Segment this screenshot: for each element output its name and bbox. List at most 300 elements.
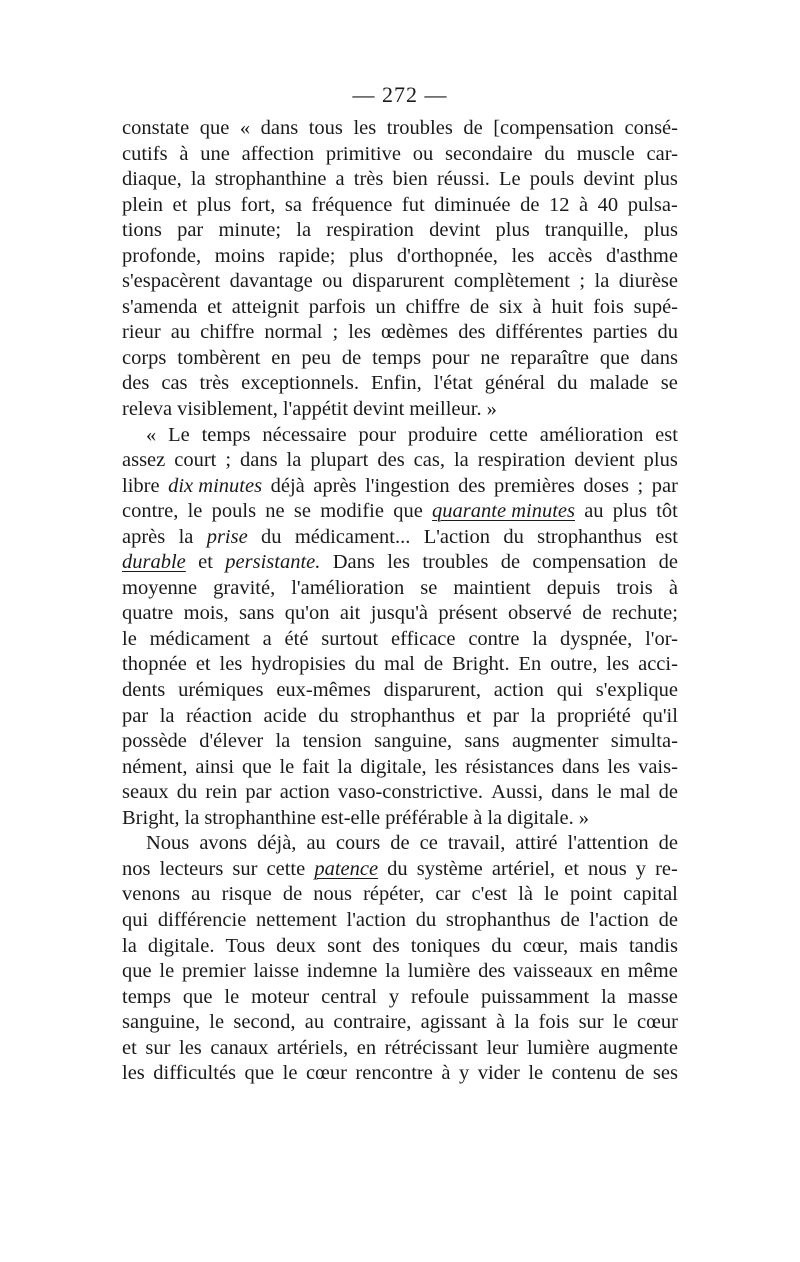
word: corps xyxy=(122,346,167,369)
word: disparurent xyxy=(352,270,445,293)
text-line xyxy=(122,627,678,653)
word: des xyxy=(372,934,400,957)
word: pour xyxy=(431,346,470,369)
word: 12 xyxy=(548,193,570,216)
text-line xyxy=(122,704,678,730)
word: s'espacèrent xyxy=(122,270,221,293)
word: à xyxy=(579,193,589,216)
word: lumière xyxy=(407,960,471,983)
word: du xyxy=(261,525,282,548)
word: contenu xyxy=(551,1062,617,1085)
word: trois xyxy=(616,576,653,599)
word: ; xyxy=(332,321,339,344)
word: respiration xyxy=(477,449,566,472)
text-line xyxy=(122,295,678,321)
word: tions xyxy=(122,219,162,242)
word: accès xyxy=(547,244,593,267)
word: strophanthus xyxy=(350,704,456,727)
word: après xyxy=(313,474,357,497)
word: du xyxy=(176,781,198,804)
word: que xyxy=(241,755,272,778)
word: des xyxy=(122,372,150,395)
word: supé- xyxy=(633,295,678,318)
word: cœur xyxy=(305,1062,347,1085)
word: fut xyxy=(401,193,425,216)
word: strophanthine xyxy=(204,806,316,829)
word: muscle xyxy=(576,142,635,165)
word: nos xyxy=(122,857,151,880)
word: outre, xyxy=(550,653,598,676)
word: ses xyxy=(652,1062,678,1085)
word: Dans xyxy=(332,551,375,574)
text-line xyxy=(122,142,678,168)
word: que xyxy=(244,1062,275,1085)
word: rapide; xyxy=(278,244,336,267)
word: fréquence xyxy=(311,193,393,216)
word: patence xyxy=(314,857,379,880)
word: ; xyxy=(637,474,644,497)
text-line xyxy=(122,193,678,219)
word: mais xyxy=(579,934,618,957)
word: que xyxy=(199,117,230,139)
word: la xyxy=(296,219,312,242)
word: troubles xyxy=(386,117,453,139)
word: d'orthopnée, xyxy=(396,244,498,267)
word: système xyxy=(416,857,483,880)
word: et xyxy=(466,704,482,727)
word: la xyxy=(286,449,302,472)
text-line xyxy=(122,218,678,244)
word: les xyxy=(606,653,630,676)
word: acci- xyxy=(638,653,678,676)
word: le xyxy=(279,755,295,778)
word: Enfin, xyxy=(371,372,422,395)
word: digitale. xyxy=(147,934,215,957)
word: central xyxy=(321,985,377,1008)
word: général xyxy=(484,372,546,395)
word: jusqu'à xyxy=(370,602,428,625)
word: diminuée xyxy=(434,193,511,216)
word: amélioration xyxy=(539,423,644,446)
word: fois xyxy=(593,295,624,318)
word: action xyxy=(493,679,544,702)
word: de xyxy=(560,908,580,931)
word: nous xyxy=(587,857,627,880)
word: chiffre xyxy=(405,295,460,318)
word: augmenter xyxy=(511,730,599,753)
word: ainsi xyxy=(195,755,235,778)
word: profonde, xyxy=(122,244,202,267)
word: la xyxy=(530,704,546,727)
word: efficace xyxy=(391,627,456,650)
word: par xyxy=(492,704,520,727)
word: Le xyxy=(499,168,521,191)
word: et xyxy=(207,295,222,318)
word: propriété xyxy=(556,704,631,727)
word: à xyxy=(532,295,542,318)
word: rein xyxy=(205,781,238,804)
word: le xyxy=(544,883,559,906)
word: l'état xyxy=(433,372,473,395)
word: s'explique xyxy=(595,679,678,702)
word: cas xyxy=(161,372,188,395)
word: le xyxy=(282,1062,298,1085)
text-line xyxy=(122,652,678,678)
word: parfois xyxy=(308,295,366,318)
word: refoule xyxy=(411,985,470,1008)
word: différencie xyxy=(157,908,247,931)
word: chiffre xyxy=(200,321,255,344)
word: des xyxy=(478,960,506,983)
word: plupart xyxy=(310,449,369,472)
word: qui xyxy=(556,679,583,702)
word: moyenne xyxy=(122,576,198,599)
word: tôt xyxy=(656,500,678,523)
text-line xyxy=(122,831,678,857)
word: à xyxy=(668,576,678,599)
word: moins xyxy=(214,244,265,267)
word: et xyxy=(198,551,213,574)
word: quarante minutes xyxy=(432,500,575,523)
word: la xyxy=(385,960,400,983)
word: dents xyxy=(122,679,166,702)
word: devint xyxy=(429,219,481,242)
word: consé- xyxy=(624,117,678,139)
word: plus xyxy=(495,219,530,242)
text-line xyxy=(122,448,678,474)
text-line xyxy=(122,729,678,755)
word: strophanthus xyxy=(537,525,642,548)
word: sur xyxy=(232,857,258,880)
word: lecteurs xyxy=(159,857,224,880)
word: risque xyxy=(221,883,272,906)
word: de xyxy=(625,1062,645,1085)
word: releva xyxy=(122,398,173,421)
word: de xyxy=(390,832,410,855)
word: secondaire xyxy=(445,142,533,165)
word: vais- xyxy=(638,755,678,778)
word: d'asthme xyxy=(605,244,678,267)
word: dyspnée, xyxy=(559,627,633,650)
word: masse xyxy=(627,985,678,1008)
word: réussi. xyxy=(436,168,490,191)
word: durable xyxy=(122,551,186,574)
text-line xyxy=(122,550,678,576)
word: assez xyxy=(122,449,166,472)
word: produire xyxy=(407,423,478,446)
word: que xyxy=(122,960,152,983)
word: seaux xyxy=(122,781,169,804)
word: peu xyxy=(301,346,332,369)
word: les xyxy=(122,1062,145,1085)
word: d'élever xyxy=(199,730,264,753)
word: hydropisies xyxy=(251,653,346,676)
word: la xyxy=(487,806,503,829)
word: le xyxy=(159,960,175,983)
word: cas, xyxy=(413,449,445,472)
word: tombèrent xyxy=(177,346,261,369)
text-line xyxy=(122,269,678,295)
word: sans xyxy=(464,730,500,753)
word: dans xyxy=(561,755,600,778)
word: le xyxy=(122,627,137,650)
word: l'ingestion xyxy=(365,474,450,497)
word: du xyxy=(557,372,578,395)
word: au xyxy=(306,832,326,855)
word: ; xyxy=(579,270,586,293)
word: second, xyxy=(233,1011,296,1034)
word: leur xyxy=(486,1036,519,1059)
word: temps xyxy=(122,985,171,1008)
word: simulta- xyxy=(610,730,678,753)
word: dans xyxy=(240,449,278,472)
word: le xyxy=(596,781,612,804)
word: l'appétit xyxy=(282,398,349,421)
word: résistances xyxy=(465,755,555,778)
word: fois xyxy=(538,1011,570,1034)
word: attiré xyxy=(515,832,558,855)
word: les xyxy=(348,321,371,344)
word: venons xyxy=(122,883,181,906)
word: puissamment xyxy=(480,985,590,1008)
word: premier xyxy=(181,960,246,983)
text-line xyxy=(122,678,678,704)
word: de xyxy=(658,908,678,931)
word: tous xyxy=(308,117,343,139)
word: ne xyxy=(480,346,500,369)
word: se xyxy=(420,576,438,599)
word: une xyxy=(200,142,230,165)
word: six xyxy=(498,295,523,318)
word: complètement xyxy=(453,270,570,293)
word: la xyxy=(601,985,616,1008)
word: les xyxy=(511,244,535,267)
word: Aussi, xyxy=(491,781,544,804)
word: au xyxy=(170,321,191,344)
word: sanguine, xyxy=(122,1011,200,1034)
word: y xyxy=(388,985,400,1008)
word: digitale, xyxy=(360,755,427,778)
word: les xyxy=(607,755,631,778)
word: en xyxy=(271,346,291,369)
word: contraire, xyxy=(333,1011,412,1034)
word: la xyxy=(275,730,291,753)
word: s'amenda xyxy=(122,295,198,318)
word: à xyxy=(441,1062,451,1085)
word: présent xyxy=(438,602,498,625)
word: plus xyxy=(643,168,678,191)
word: des xyxy=(458,321,486,344)
word: de xyxy=(582,602,602,625)
word: strophanthus xyxy=(445,908,551,931)
word: compensation xyxy=(532,551,647,574)
word: à xyxy=(473,806,483,829)
text-line xyxy=(122,755,678,781)
word: ; xyxy=(225,449,232,472)
word: avons xyxy=(199,832,248,855)
word: temps xyxy=(201,423,251,446)
word: contre, xyxy=(122,500,179,523)
word: la xyxy=(122,934,137,957)
word: plus xyxy=(612,500,647,523)
word: du xyxy=(503,525,524,548)
word: du xyxy=(491,934,512,957)
word: artériels, xyxy=(277,1036,349,1059)
word: de xyxy=(469,295,490,318)
word: En xyxy=(518,653,542,676)
word: malade xyxy=(589,372,649,395)
word: sur xyxy=(145,1036,171,1059)
word: car xyxy=(435,883,461,906)
word: » xyxy=(578,806,589,829)
word: y xyxy=(635,857,647,880)
word: déjà xyxy=(270,474,305,497)
word: répéter, xyxy=(363,883,425,906)
text-line xyxy=(122,474,678,500)
word: ne xyxy=(265,500,285,523)
word: vaisseaux xyxy=(513,960,593,983)
word: au xyxy=(304,1011,325,1034)
text-line xyxy=(122,499,678,525)
word: tranquille, xyxy=(544,219,629,242)
word: c'est xyxy=(471,883,508,906)
word: est xyxy=(655,525,678,548)
word: dix minutes xyxy=(168,474,263,497)
word: dans xyxy=(260,117,299,139)
word: l'action xyxy=(589,908,649,931)
text-line xyxy=(122,167,678,193)
text-line xyxy=(122,857,678,883)
word: qu'il xyxy=(642,704,678,727)
word: temps xyxy=(372,346,422,369)
word: diurèse xyxy=(618,270,678,293)
word: de xyxy=(500,551,521,574)
word: nous xyxy=(313,883,353,906)
word: fort, xyxy=(240,193,276,216)
word: l'action xyxy=(346,908,406,931)
word: les xyxy=(353,117,377,139)
word: « xyxy=(146,423,157,446)
word: Bright. xyxy=(452,653,510,676)
word: action xyxy=(279,781,330,804)
page-number: — 272 — xyxy=(352,82,448,107)
word: normal xyxy=(264,321,323,344)
text-line xyxy=(122,882,678,908)
word: œdèmes xyxy=(380,321,449,344)
word: respiration xyxy=(326,219,414,242)
word: court xyxy=(174,449,217,472)
word: gravité, xyxy=(213,576,276,599)
word: sur xyxy=(578,1011,604,1034)
word: minute; xyxy=(218,219,282,242)
text-line xyxy=(122,780,678,806)
word: primitive xyxy=(325,142,401,165)
word: artériel, xyxy=(491,857,556,880)
word: capital xyxy=(623,883,678,906)
word: le xyxy=(528,1062,544,1085)
word: Nous xyxy=(146,832,190,855)
word: du xyxy=(387,857,408,880)
word: de xyxy=(341,346,362,369)
word: libre xyxy=(122,474,160,497)
word: de xyxy=(282,883,303,906)
word: ou xyxy=(322,270,343,293)
word: et xyxy=(195,653,211,676)
text-line xyxy=(122,1036,678,1062)
word: 40 xyxy=(597,193,619,216)
word: les xyxy=(219,653,243,676)
word: possède xyxy=(122,730,187,753)
word: sans xyxy=(239,602,275,625)
text-line xyxy=(122,985,678,1011)
word: « xyxy=(239,117,251,139)
word: que xyxy=(599,346,630,369)
word: nécessaire xyxy=(262,423,347,446)
word: de xyxy=(423,653,444,676)
word: rétrécissant xyxy=(384,1036,478,1059)
word: au xyxy=(584,500,604,523)
word: du xyxy=(318,704,339,727)
word: qu'on xyxy=(284,602,330,625)
word: diaque, xyxy=(122,168,182,191)
word: bien xyxy=(392,168,428,191)
word: été xyxy=(284,627,309,650)
word: même xyxy=(627,960,678,983)
word: persistante. xyxy=(225,551,321,574)
word: plus xyxy=(196,193,232,216)
word: les xyxy=(434,755,458,778)
word: difficultés xyxy=(153,1062,237,1085)
word: observé xyxy=(508,602,572,625)
word: thopnée xyxy=(122,653,187,676)
word: que xyxy=(393,500,423,523)
word: digitale. xyxy=(507,806,574,829)
word: point xyxy=(569,883,613,906)
word: de xyxy=(658,781,678,804)
word: plus xyxy=(643,219,678,242)
text-line xyxy=(122,397,678,423)
word: plein xyxy=(122,193,163,216)
word: lumière xyxy=(527,1036,590,1059)
word: nément, xyxy=(122,755,188,778)
word: à xyxy=(496,1011,506,1034)
word: doses xyxy=(583,474,629,497)
word: pouls xyxy=(529,168,575,191)
word: par xyxy=(651,474,678,497)
word: le xyxy=(224,985,240,1008)
word: acide xyxy=(263,704,307,727)
word: tension xyxy=(302,730,362,753)
word: exceptionnels. xyxy=(241,372,360,395)
word: travail, xyxy=(447,832,506,855)
word: des xyxy=(377,449,405,472)
word: différentes xyxy=(495,321,583,344)
word: a xyxy=(262,627,272,650)
word: agissant xyxy=(420,1011,487,1034)
word: mal xyxy=(619,781,651,804)
word: Bright, xyxy=(122,806,180,829)
word: en xyxy=(356,1036,377,1059)
text-line xyxy=(122,576,678,602)
word: ce xyxy=(419,832,438,855)
word: ou xyxy=(412,142,434,165)
word: car- xyxy=(646,142,678,165)
text-line xyxy=(122,959,678,985)
word: L'action xyxy=(423,525,490,548)
word: du xyxy=(657,321,678,344)
text-line xyxy=(122,320,678,346)
word: cours xyxy=(335,832,381,855)
